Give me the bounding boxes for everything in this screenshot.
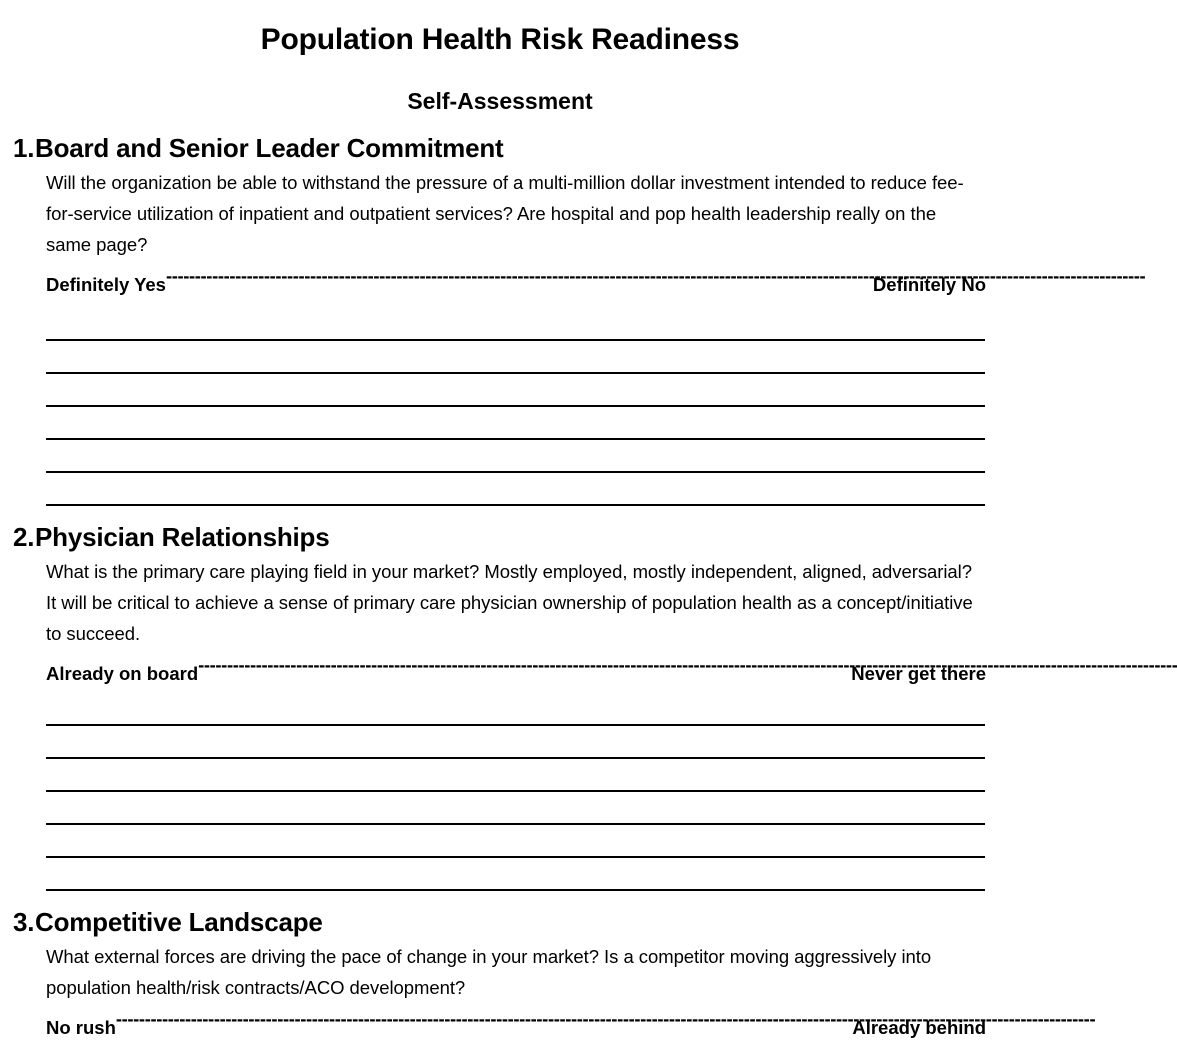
section-2: [0, 506, 1000, 891]
section-3-scale-left-label: No rush: [46, 1017, 116, 1038]
answer-line[interactable]: [46, 341, 985, 374]
section-2-title: Physician Relationships: [35, 522, 330, 552]
section-3-number: 3.: [13, 907, 35, 937]
answer-line[interactable]: [46, 374, 985, 407]
section-3-body: What external forces are driving the pace of change in your market? Is a competitor moving aggressively into population health/risk contracts/ACO development?: [46, 946, 932, 998]
section-3-heading: [0, 891, 1000, 941]
section-1-title: Board and Senior Leader Commitment: [35, 133, 504, 163]
section-1-scale-left-label: Definitely Yes: [46, 274, 166, 295]
answer-line[interactable]: [46, 407, 985, 440]
section-3-scale: [0, 1003, 1000, 1043]
answer-line[interactable]: [46, 473, 985, 506]
answer-line[interactable]: [46, 759, 985, 792]
section-2-body: What is the primary care playing field in your market? Mostly employed, mostly independent, aligned, adversarial? It will be critical to achieve a sense of primary care physician ownership of population health as a concept/initiative to succeed.: [46, 561, 973, 644]
section-3-scale-right-label: Already behind: [852, 1017, 986, 1038]
section-2-scale-dashes: [198, 649, 851, 680]
answer-line[interactable]: [46, 440, 985, 473]
answer-line[interactable]: [46, 308, 985, 341]
section-2-answer-lines[interactable]: [0, 693, 1000, 891]
section-2-number: 2.: [13, 522, 35, 552]
section-2-scale-left-label: Already on board: [46, 663, 199, 684]
answer-line[interactable]: [46, 825, 985, 858]
page-subtitle: Self-Assessment: [407, 88, 593, 114]
section-1-number: 1.: [13, 133, 35, 163]
section-1-body: Will the organization be able to withstand the pressure of a multi-million dollar investment intended to reduce fee-for-service utilization of inpatient and outpatient services? Are hospital and pop health leadership really on the same page?: [46, 172, 964, 255]
section-3-title: Competitive Landscape: [35, 907, 323, 937]
section-2-scale-right-label: Never get there: [851, 663, 986, 684]
section-3: [0, 891, 1000, 1043]
section-1-scale-right-label: Definitely No: [872, 274, 986, 295]
answer-line[interactable]: [46, 726, 985, 759]
section-1-scale-dashes: [166, 260, 873, 291]
answer-line[interactable]: [46, 693, 985, 726]
answer-line[interactable]: [46, 858, 985, 891]
section-1-answer-lines[interactable]: [0, 308, 1000, 506]
section-1-heading: [0, 117, 1000, 167]
section-1: [0, 117, 1000, 506]
section-2-scale: [0, 649, 1000, 689]
section-3-scale-dashes: [116, 1003, 852, 1034]
section-2-heading: [0, 506, 1000, 556]
section-1-scale: [0, 260, 1000, 300]
answer-line[interactable]: [46, 792, 985, 825]
page-title: Population Health Risk Readiness: [260, 23, 740, 56]
